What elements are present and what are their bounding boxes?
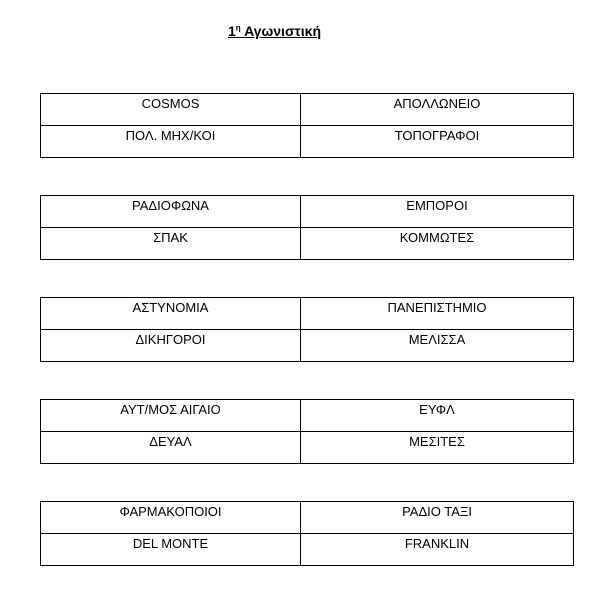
team-cell: ΜΕΣΙΤΕΣ <box>301 432 574 464</box>
team-cell: ΤΟΠΟΓΡΑΦΟΙ <box>301 126 574 158</box>
team-cell: ΡΑΔΙΟ ΤΑΞΙ <box>301 502 574 534</box>
table-row <box>41 94 574 126</box>
match-table-1 <box>40 93 574 158</box>
table-row <box>41 298 574 330</box>
page-title <box>228 23 321 39</box>
table-row <box>41 196 574 228</box>
team-cell: ΦΑΡΜΑΚΟΠΟΙΟΙ <box>41 502 301 534</box>
match-table-2 <box>40 195 574 260</box>
team-cell: ΣΠΑΚ <box>41 228 301 260</box>
match-table-3 <box>40 297 574 362</box>
team-cell: COSMOS <box>41 94 301 126</box>
table-row <box>41 502 574 534</box>
team-cell: ΚΟΜΜΩΤΕΣ <box>301 228 574 260</box>
match-table-4 <box>40 399 574 464</box>
table-row <box>41 330 574 362</box>
table-row <box>41 534 574 566</box>
table-row <box>41 432 574 464</box>
team-cell: ΜΕΛΙΣΣΑ <box>301 330 574 362</box>
team-cell: ΑΠΟΛΛΩΝΕΙΟ <box>301 94 574 126</box>
match-table-5 <box>40 501 574 566</box>
team-cell: ΠΟΛ. ΜΗΧ/ΚΟΙ <box>41 126 301 158</box>
team-cell: ΡΑΔΙΟΦΩΝΑ <box>41 196 301 228</box>
title-word: Αγωνιστική <box>244 23 322 39</box>
team-cell: ΕΜΠΟΡΟΙ <box>301 196 574 228</box>
team-cell: ΔΕΥΑΛ <box>41 432 301 464</box>
title-number: 1 <box>228 23 236 39</box>
team-cell: DEL MONTE <box>41 534 301 566</box>
team-cell: ΠΑΝΕΠΙΣΤΗΜΙΟ <box>301 298 574 330</box>
team-cell: FRANKLIN <box>301 534 574 566</box>
table-row <box>41 400 574 432</box>
team-cell: ΔΙΚΗΓΟΡΟΙ <box>41 330 301 362</box>
table-row <box>41 228 574 260</box>
team-cell: ΑΣΤΥΝΟΜΙΑ <box>41 298 301 330</box>
team-cell: ΕΥΦΛ <box>301 400 574 432</box>
team-cell: ΑΥΤ/ΜΟΣ ΑΙΓΑΙΟ <box>41 400 301 432</box>
title-ordinal: η <box>235 23 241 33</box>
table-row <box>41 126 574 158</box>
